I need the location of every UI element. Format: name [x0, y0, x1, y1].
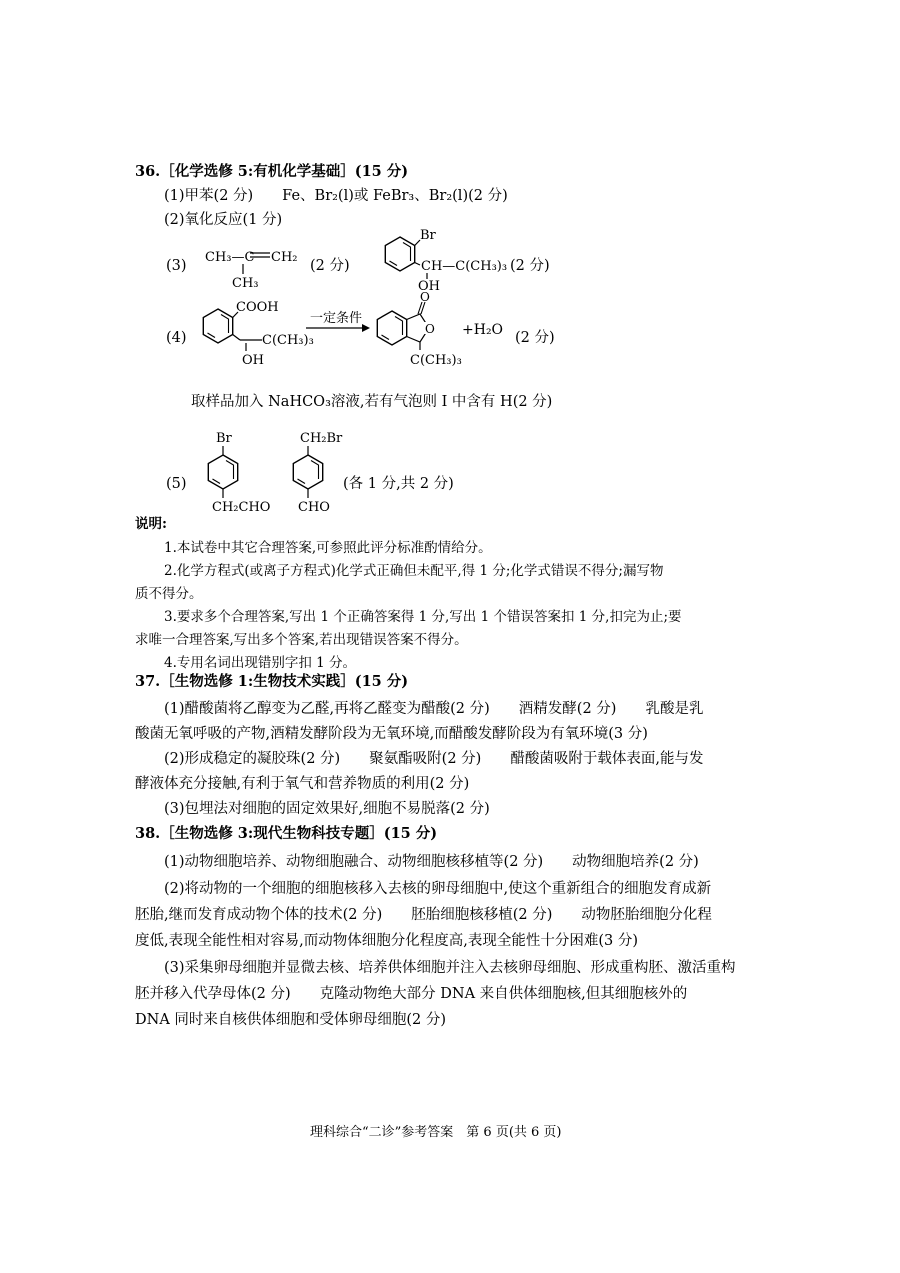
q38-line3: 胚胎,继而发育成动物个体的技术(2 分) 胚胎细胞核移植(2 分) 动物胚胎细胞分化程	[135, 907, 712, 923]
q38-line2: (2)将动物的一个细胞的细胞核移入去核的卵母细胞中,使这个重新组合的细胞发育成新	[164, 881, 712, 897]
q36-header: 36.［化学选修 5:有机化学基础］(15 分)	[135, 163, 409, 180]
c-tbu-text: C(CH₃)₃	[410, 353, 462, 368]
q38-header: 38.［生物选修 3:现代生物科技专题］(15 分)	[135, 825, 438, 842]
cooh-text: COOH	[236, 300, 279, 315]
ring-o-text: O	[425, 322, 435, 336]
bond-line	[415, 263, 420, 266]
page-footer: 理科综合“二诊”参考答案 第 6 页(共 6 页)	[310, 1125, 562, 1140]
q37-line4: 酵液体充分接触,有利于氧气和营养物质的利用(2 分)	[135, 776, 470, 792]
q36-part4-score: (2 分)	[515, 330, 555, 346]
q37-header: 37.［生物选修 1:生物技术实践］(15 分)	[135, 673, 409, 690]
q36-part3-label: (3)	[166, 258, 187, 274]
q38-line6: 胚并移入代孕母体(2 分) 克隆动物绝大部分 DNA 来自供体细胞核,但其细胞核外的	[135, 986, 688, 1002]
q37-line3: (2)形成稳定的凝胶珠(2 分) 聚氨酯吸附(2 分) 醋酸菌吸附于载体表面,能与发	[164, 751, 704, 767]
ch2cho-text: CH₂CHO	[212, 500, 271, 515]
notes-title: 说明:	[135, 516, 167, 532]
q38-line1: (1)动物细胞培养、动物细胞融合、动物细胞核移植等(2 分) 动物细胞培养(2 分)	[164, 854, 699, 870]
benzene-ring-4	[208, 455, 237, 489]
ch-tbu-text: CH—C(CH₃)₃	[421, 259, 508, 274]
q36-part5-label: (5)	[166, 476, 187, 492]
plus-water-text: +H₂O	[462, 322, 504, 338]
q36-part4-test: 取样品加入 NaHCO₃溶液,若有气泡则 I 中含有 H(2 分)	[191, 394, 553, 410]
q36-part2: (2)氧化反应(1 分)	[164, 212, 283, 228]
oh-text: OH	[418, 279, 440, 294]
br-text: Br	[216, 431, 232, 446]
note-2a: 2.化学方程式(或离子方程式)化学式正确但未配平,得 1 分;化学式错误不得分;漏写物	[164, 563, 664, 579]
note-3a: 3.要求多个合理答案,写出 1 个正确答案得 1 分,写出 1 个错误答案扣 1 分,扣完为止;要	[164, 609, 682, 625]
note-1: 1.本试卷中其它合理答案,可参照此评分标准酌情给分。	[164, 540, 492, 556]
q36-part4-reaction	[0, 288, 900, 378]
alkene-right-text: CH₂	[271, 250, 298, 265]
arrow-head	[362, 324, 370, 332]
c-tbu-text: C(CH₃)₃	[262, 333, 314, 348]
cho-text: CHO	[298, 500, 330, 515]
oh-text: OH	[242, 353, 264, 368]
alkene-ch3-text: CH₃	[232, 276, 259, 291]
br-text: Br	[420, 228, 436, 243]
q36-part5-score: (各 1 分,共 2 分)	[343, 476, 454, 492]
q38-line7: DNA 同时来自核供体细胞和受体卵母细胞(2 分)	[135, 1012, 447, 1028]
carbonyl-o-text: O	[420, 290, 430, 304]
q36-part3-score2: (2 分)	[510, 258, 550, 274]
benzene-ring-3	[377, 311, 406, 345]
bond-line	[233, 335, 240, 341]
q36-part4-label: (4)	[166, 330, 187, 346]
q38-line4: 度低,表现全能性相对容易,而动物体细胞分化程度高,表现全能性十分困难(3 分)	[135, 933, 638, 949]
benzene-ring-2	[203, 309, 232, 343]
reaction-condition-text: 一定条件	[310, 311, 363, 326]
q37-line1: (1)醋酸菌将乙醇变为乙醛,再将乙醛变为醋酸(2 分) 酒精发酵(2 分) 乳酸是乳	[164, 701, 704, 717]
q36-part5-structures	[0, 428, 900, 518]
ch2br-text: CH₂Br	[300, 431, 343, 446]
benzene-ring-1	[385, 237, 414, 271]
q36-part1: (1)甲苯(2 分) Fe、Br₂(l)或 FeBr₃、Br₂(l)(2 分)	[164, 188, 508, 204]
q38-line5: (3)采集卵母细胞并显微去核、培养供体细胞并注入去核卵母细胞、形成重构胚、激活重构	[164, 960, 736, 976]
q37-line2: 酸菌无氧呼吸的产物,酒精发酵阶段为无氧环境,而醋酸发酵阶段为有氧环境(3 分)	[135, 726, 648, 742]
note-3b: 求唯一合理答案,写出多个答案,若出现错误答案不得分。	[135, 632, 468, 648]
q37-line5: (3)包埋法对细胞的固定效果好,细胞不易脱落(2 分)	[164, 801, 490, 817]
alkene-left-text: CH₃—C	[205, 250, 255, 265]
benzene-ring-5	[293, 455, 322, 489]
note-4: 4.专用名词出现错别字扣 1 分。	[164, 655, 357, 671]
note-2b: 质不得分。	[135, 586, 203, 602]
q36-part3-score1: (2 分)	[310, 258, 350, 274]
